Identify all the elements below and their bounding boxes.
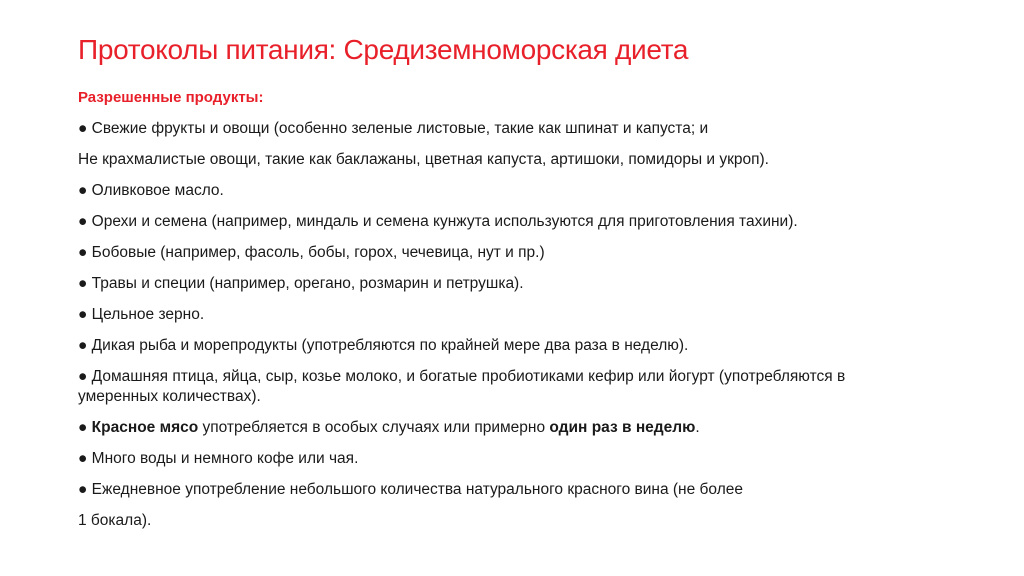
bullet: ●	[78, 419, 92, 436]
list-item: ● Свежие фрукты и овощи (особенно зеленые листовые, такие как шпинат и капуста; и	[78, 120, 709, 137]
list-item: ● Много воды и немного кофе или чая.	[78, 450, 359, 467]
list-item: ● Дикая рыба и морепродукты (употребляются по крайней мере два раза в неделю).	[78, 337, 689, 354]
list-item: ● Цельное зерно.	[78, 306, 205, 323]
list-item: ● Оливковое масло.	[78, 182, 224, 199]
slide-title: Протоколы питания: Средиземноморская диета	[78, 34, 689, 65]
red-meat-bold: Красное мясо	[91, 419, 199, 436]
list-item: Не крахмалистые овощи, такие как баклажаны, цветная капуста, артишоки, помидоры и укроп).	[78, 151, 769, 168]
list-item: ● Домашняя птица, яйца, сыр, козье молоко, и богатые пробиотиками кефир или йогурт (употребляются в умеренных количествах).	[78, 368, 846, 405]
once-a-week-bold: один раз в неделю	[549, 419, 696, 436]
list-item-red-meat	[78, 418, 978, 438]
slide-content	[78, 88, 978, 531]
red-meat-text: употребляется в особых случаях или примерно	[198, 419, 550, 436]
period: .	[695, 419, 700, 436]
list-item: ● Ежедневное употребление небольшого количества натурального красного вина (не более	[78, 481, 743, 498]
allowed-products-heading: Разрешенные продукты:	[78, 89, 264, 106]
list-item: ● Бобовые (например, фасоль, бобы, горох, чечевица, нут и пр.)	[78, 244, 545, 261]
list-item: ● Орехи и семена (например, миндаль и семена кунжута используются для приготовления тахини).	[78, 213, 798, 230]
list-item: 1 бокала).	[78, 512, 152, 529]
list-item: ● Травы и специи (например, орегано, розмарин и петрушка).	[78, 275, 524, 292]
